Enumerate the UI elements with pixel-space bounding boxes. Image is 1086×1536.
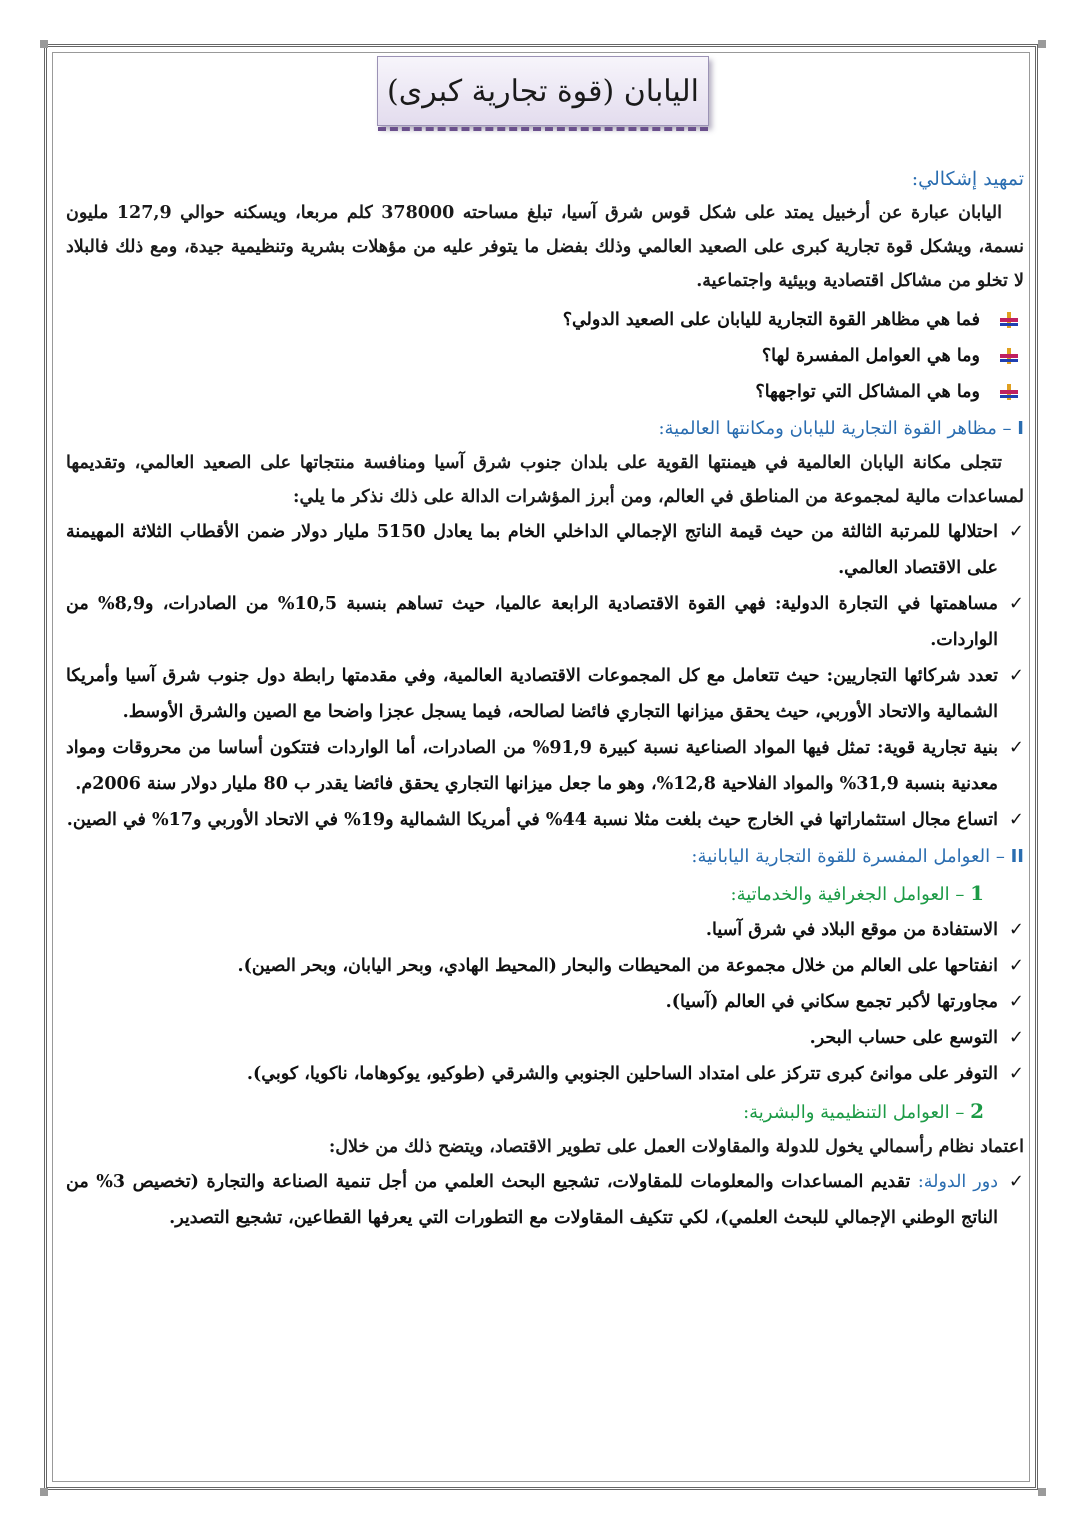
check-icon: ✓ [1008,665,1024,686]
section-title: – العوامل المفسرة للقوة التجارية اليابانية: [691,846,1005,867]
section-2-heading [66,840,1024,874]
check-icon: ✓ [1008,737,1024,758]
state-role-label: دور الدولة: [917,1172,998,1192]
check-icon: ✓ [1008,955,1024,976]
section-number: I [1017,418,1024,439]
section-1-heading [66,412,1024,446]
plus-bullet-icon [998,347,1020,365]
question-text: وما هي العوامل المفسرة لها؟ [761,346,980,366]
subsection-title: – العوامل التنظيمية والبشرية: [743,1102,965,1123]
item-text: انفتاحها على العالم من خلال مجموعة من المحيطات والبحار (المحيط الهادي، وبحر اليابان، وبحر الصين). [237,956,998,976]
check-icon: ✓ [1008,593,1024,614]
subsection-title: – العوامل الجغرافية والخدماتية: [730,884,965,905]
check-icon: ✓ [1008,1027,1024,1048]
section-number: II [1010,846,1024,867]
subsection-2-paragraph: اعتماد نظام رأسمالي يخول للدولة والمقاولات العمل على تطوير الاقتصاد، ويتضح ذلك من خلال: [328,1137,1024,1157]
check-icon: ✓ [1008,521,1024,542]
check-icon: ✓ [1008,809,1024,830]
plus-bullet-icon [998,311,1020,329]
frame-corner-ornament [1038,40,1046,48]
check-icon: ✓ [1008,1063,1024,1084]
item-text: احتلالها للمرتبة الثالثة من حيث قيمة الناتج الإجمالي الداخلي الخام بما يعادل 5150 مليار دولار ضمن الأقطاب الثلاثة المهيمنة على الاقتصاد العالمي. [66,522,998,578]
check-icon: ✓ [1008,991,1024,1012]
question-text: وما هي المشاكل التي تواجهها؟ [755,382,980,402]
frame-corner-ornament [40,40,48,48]
list-item [66,374,1024,410]
subsection-2-list [66,1164,1024,1236]
item-text: مجاورتها لأكبر تجمع سكاني في العالم (آسيا). [665,992,998,1012]
frame-corner-ornament [1038,1488,1046,1496]
list-item [66,658,1024,730]
subsection-2-heading [66,1094,984,1130]
list-item [66,338,1024,374]
item-text: اتساع مجال استثماراتها في الخارج حيث بلغت مثلا نسبة 44% في أمريكا الشمالية و19% في الاتحاد الأوربي و17% في الصين. [66,810,998,830]
question-text: فما هي مظاهر القوة التجارية لليابان على الصعيد الدولي؟ [562,310,980,330]
subsection-number: 1 [970,881,984,905]
list-item [66,586,1024,658]
subsection-1-heading [66,876,984,912]
check-icon: ✓ [1008,919,1024,940]
subsection-1-list [66,912,1024,1092]
list-item [66,302,1024,338]
item-text: بنية تجارية قوية: تمثل فيها المواد الصناعية نسبة كبيرة 91,9% من الصادرات، أما الواردات فتتكون أساسا من محروقات ومواد معدنية بنسبة 31,9% والمواد الفلاحية 12,8%، وهو ما جعل ميزانها التجاري يحقق فائضا يقدر ب 80 مليار دولار سنة 2006م. [66,738,998,794]
subsection-number: 2 [970,1099,984,1123]
list-item [66,802,1024,838]
page-title: اليابان (قوة تجارية كبرى) [377,56,709,126]
list-item [66,1056,1024,1092]
list-item [66,514,1024,586]
item-text: التوفر على موانئ كبرى تتركز على امتداد الساحلين الجنوبي والشرقي (طوكيو، يوكوهاما، ناكويا، كوبي). [246,1064,998,1084]
item-text: مساهمتها في التجارة الدولية: فهي القوة الاقتصادية الرابعة عالميا، حيث تساهم بنسبة 10,5% من الصادرات، و8,9% من الواردات. [66,594,998,650]
frame-corner-ornament [40,1488,48,1496]
list-item [66,984,1024,1020]
section-1-list [66,514,1024,838]
intro-heading: تمهيد إشكالي: [911,168,1024,190]
list-item [66,1020,1024,1056]
item-text: الاستفادة من موقع البلاد في شرق آسيا. [705,920,998,940]
plus-bullet-icon [998,383,1020,401]
item-text: التوسع على حساب البحر. [809,1028,998,1048]
state-role-text: تقديم المساعدات والمعلومات للمقاولات، تشجيع البحث العلمي من أجل تنمية الصناعة والتجارة (تخصيص 3% من الناتج الوطني الإجمالي للبحث العلمي)، لكي تتكيف المقاولات مع التطورات التي يعرفها القطاعين، تشجيع التصدير. [66,1172,998,1228]
item-text: تعدد شركائها التجاريين: حيث تتعامل مع كل المجموعات الاقتصادية العالمية، وفي مقدمتها رابطة دول جنوب شرق آسيا وأمريكا الشمالية والاتحاد الأوربي، حيث يحقق ميزانها التجاري فائضا لصالحه، فيما يسجل عجزا واضحا مع الصين والشرق الأوسط. [66,666,998,722]
check-icon: ✓ [1008,1171,1024,1192]
intro-paragraph: اليابان عبارة عن أرخبيل يمتد على شكل قوس شرق آسيا، تبلغ مساحته 378000 كلم مربعا، ويسكنه حوالي 127,9 مليون نسمة، ويشكل قوة تجارية كبرى على الصعيد العالمي وذلك بفضل ما يتوفر عليه من مؤهلات بشرية وتنظيمية جيدة، ومع ذلك فالبلاد لا تخلو من مشاكل اقتصادية وبيئية واجتماعية. [66,203,1024,291]
question-list [66,302,1024,410]
list-item [66,1164,1024,1236]
section-1-paragraph: تتجلى مكانة اليابان العالمية في هيمنتها القوية على بلدان جنوب شرق آسيا ومنافسة منتجاتها على الصعيد العالمي، وتقديمها لمساعدات مالية لمجموعة من المناطق في العالم، ومن أبرز المؤشرات الدالة على ذلك نذكر ما يلي: [66,453,1024,507]
list-item [66,912,1024,948]
section-title: – مظاهر القوة التجارية لليابان ومكانتها العالمية: [658,418,1012,439]
document-body [66,158,1024,1236]
list-item [66,730,1024,802]
list-item [66,948,1024,984]
